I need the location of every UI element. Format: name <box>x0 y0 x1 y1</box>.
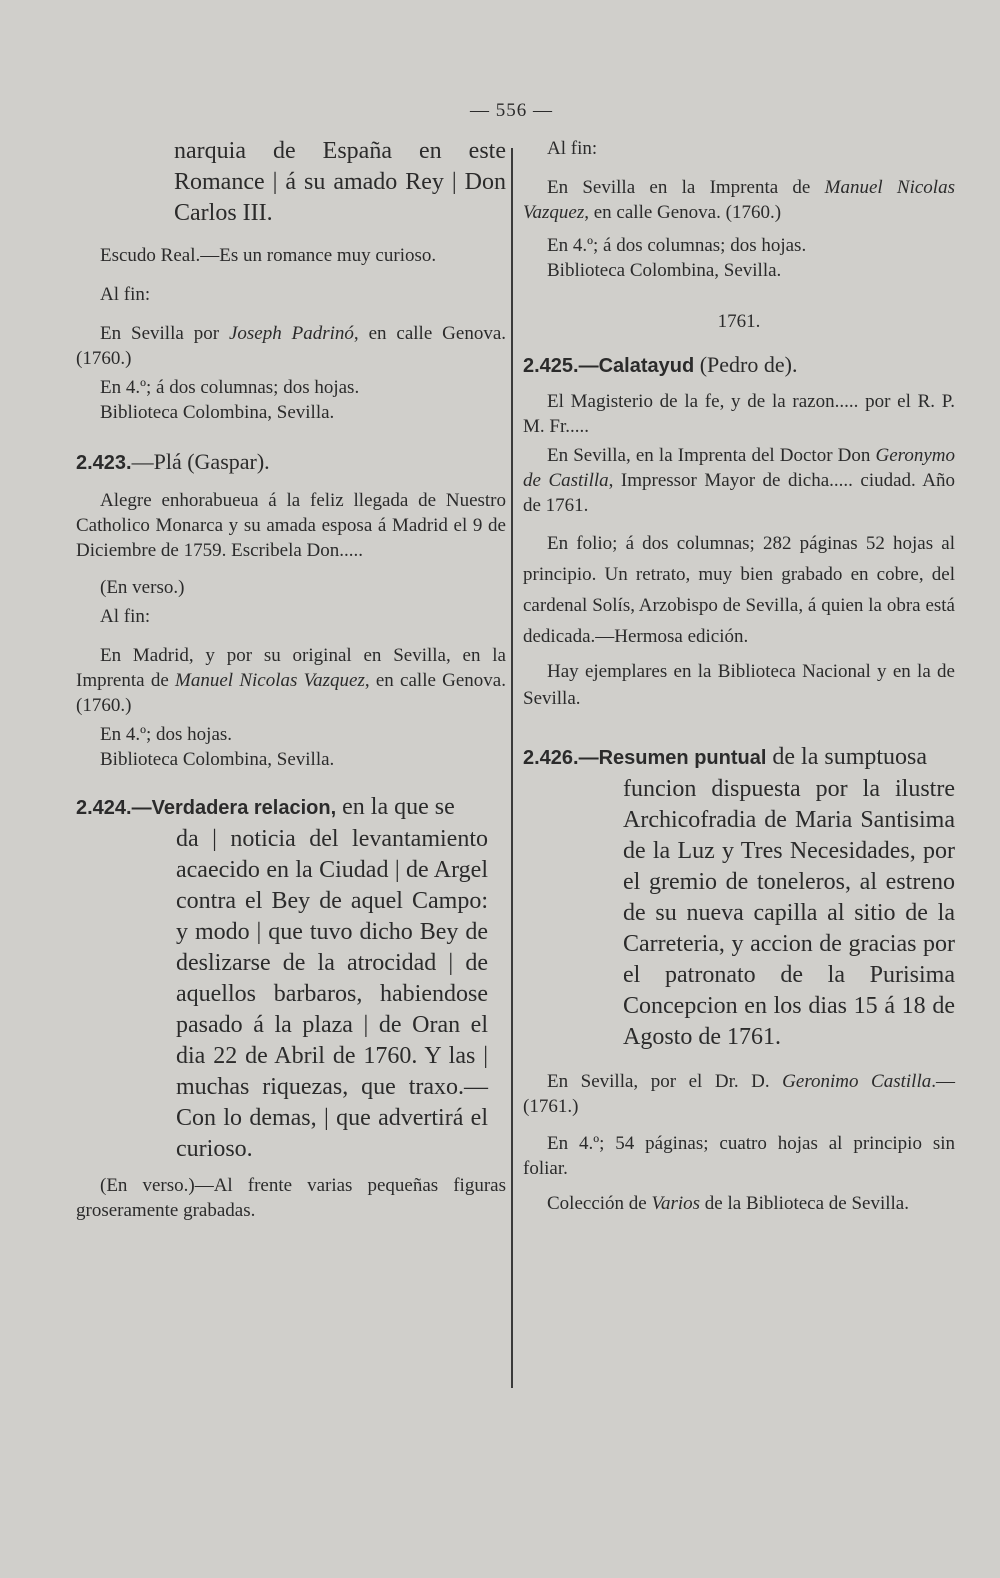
continued-note: Escudo Real.—Es un romance muy curioso. <box>100 245 437 266</box>
imprint-text: En Sevilla, en la Imprenta del Doctor Don <box>547 445 871 466</box>
column-divider <box>511 148 513 1388</box>
entry-2423-format: En 4.º; dos hojas. <box>100 724 233 745</box>
continued-library: Biblioteca Colombina, Sevilla. <box>100 402 335 423</box>
entry-number: 2.424. <box>76 797 132 819</box>
entry-2423-heading <box>76 447 506 478</box>
imprint <box>523 175 955 225</box>
entry-2425-heading <box>523 350 955 381</box>
year-heading: 1761. <box>717 311 761 332</box>
entry-2426-collection <box>523 1191 955 1216</box>
left-column <box>76 136 506 1223</box>
printer-name: Geronimo Castilla <box>782 1071 932 1092</box>
imprint-text: .—(1761.) <box>523 1071 955 1117</box>
entry-2423-al-fin: Al fin: <box>100 606 151 627</box>
page-number: — 556 — <box>470 100 553 121</box>
library: Biblioteca Colombina, Sevilla. <box>547 260 782 281</box>
imprint-text: En Sevilla en la Imprenta de <box>547 177 811 198</box>
entry-author: —Plá (Gaspar). <box>131 449 270 474</box>
entry-keyword: —Calatayud <box>578 355 695 377</box>
collection-text: Colección de <box>547 1193 647 1214</box>
continued-format: En 4.º; á dos columnas; dos hojas. <box>100 377 360 398</box>
entry-2426-imprint <box>523 1069 955 1119</box>
imprint-text: , Impressor Mayor de dicha..... ciudad. Año de 1761. <box>523 470 955 516</box>
entry-number: 2.423. <box>76 452 132 474</box>
entry-2423-library: Biblioteca Colombina, Sevilla. <box>100 749 335 770</box>
entry-title-start: de la sumptuosa <box>766 744 928 770</box>
imprint-text: , en calle Genova. (1760.) <box>76 670 506 716</box>
continued-title: narquia de España en este Romance | á su amado Rey | Don Carlos III. <box>174 138 506 226</box>
entry-2426-title: funcion dispuesta por la ilustre Archicofradia de Maria Santisima de la Luz y Tres Necesidades, por el gremio de toneleros, al estreno de su nueva capilla al sitio de la Carreteria, y accion de gracias por el patronato de la Purisima Concepcion en los dias 15 á 18 de Agosto de 1761. <box>623 776 955 1050</box>
entry-author: (Pedro de). <box>694 352 798 377</box>
imprint-text: En Sevilla por <box>100 323 220 344</box>
entry-2425-imprint <box>523 443 955 518</box>
entry-keyword: —Verdadera relacion, <box>131 797 337 819</box>
entry-number: 2.426. <box>523 747 579 769</box>
imprint-text: , en calle Genova. (1760.) <box>76 323 507 369</box>
entry-2426-format: En 4.º; 54 páginas; cuatro hojas al principio sin foliar. <box>523 1133 955 1179</box>
entry-2424-note: (En verso.)—Al frente varias pequeñas figuras groseramente grabadas. <box>76 1175 506 1221</box>
continued-imprint <box>76 321 506 371</box>
collection-name: Varios <box>651 1193 701 1214</box>
collection-text: de la Biblioteca de Sevilla. <box>700 1193 909 1214</box>
entry-2425-description: En folio; á dos columnas; 282 páginas 52 hojas al principio. Un retrato, muy bien grabado en cobre, del cardenal Solís, Arzobispo de Sevilla, á quien la obra está dedicada.—Hermosa edición. <box>523 533 955 647</box>
al-fin: Al fin: <box>547 138 598 159</box>
printer-name: Geronymo de Castilla <box>523 445 956 491</box>
entry-number: 2.425. <box>523 355 579 377</box>
entry-2425-copies: Hay ejemplares en la Biblioteca Nacional y en la de Sevilla. <box>523 661 955 709</box>
continued-al-fin: Al fin: <box>100 284 151 305</box>
entry-2423-imprint <box>76 643 506 718</box>
printer-name: Joseph Padrinó <box>228 323 354 344</box>
format: En 4.º; á dos columnas; dos hojas. <box>547 235 807 256</box>
entry-2425-title: El Magisterio de la fe, y de la razon..... por el R. P. M. Fr..... <box>523 391 955 437</box>
entry-2423-verse: (En verso.) <box>100 577 185 598</box>
imprint-text: En Sevilla, por el Dr. D. <box>547 1071 770 1092</box>
imprint-text: , en calle Genova. (1760.) <box>584 202 782 223</box>
entry-title-start: en la que se <box>336 794 455 820</box>
entry-2424-title: da | noticia del levantamiento acaecido en la Ciudad | de Argel contra el Bey de aquel Campo: y modo | que tuvo dicho Bey de deslizarse de la atrocidad | de aquellos barbaros, habiendose pasado á la plaza | de Oran el dia 22 de Abril de 1760. Y las | muchas riquezas, que traxo.— Con lo demas, | que advertirá el curioso. <box>176 826 488 1162</box>
entry-keyword: —Resumen puntual <box>578 747 767 769</box>
right-column <box>523 136 955 1216</box>
entry-2423-title: Alegre enhorabueua á la feliz llegada de Nuestro Catholico Monarca y su amada esposa á Madrid el 9 de Diciembre de 1759. Escribela Don..... <box>76 490 506 561</box>
imprint-text: En Madrid, y por su original en Sevilla, en la Imprenta de <box>76 645 506 691</box>
entry-2426-heading <box>523 742 955 774</box>
entry-2424-heading <box>76 792 506 824</box>
printer-name: Manuel Nicolas Vazquez <box>175 670 365 691</box>
printer-name: Manuel Nicolas Vazquez <box>523 177 955 223</box>
